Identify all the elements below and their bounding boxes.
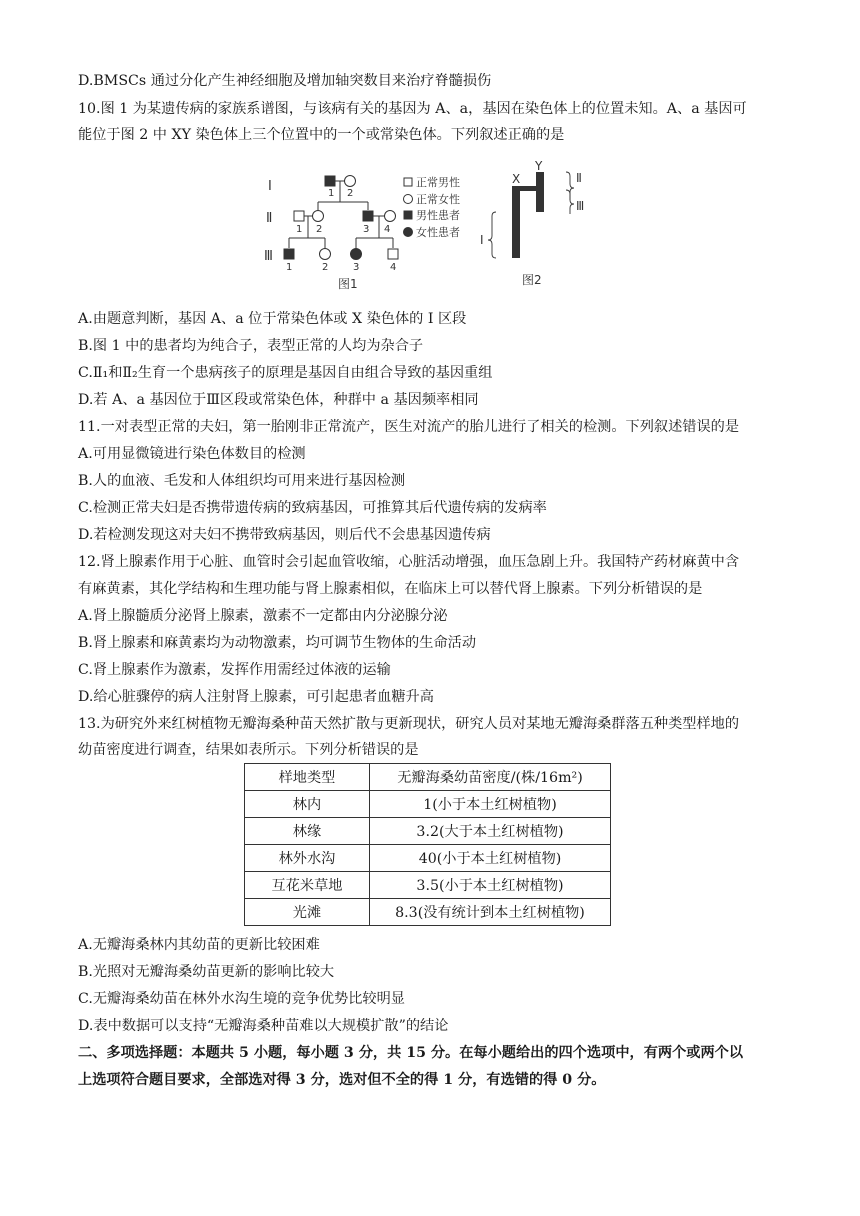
I1-number: 1 bbox=[328, 188, 335, 199]
q12-stem-line1: 12.肾上腺素作用于心脏、血管时会引起血管收缩，心脏活动增强，血压急剧上升。我国特产药材麻黄中含 bbox=[78, 554, 740, 570]
table-header-row bbox=[245, 764, 611, 791]
legend-male-patient-symbol bbox=[404, 211, 412, 219]
q13-stem-line1: 13.为研究外来红树植物无瓣海桑种苗天然扩散与更新现状，研究人员对某地无瓣海桑群落五种类型样地的 bbox=[78, 716, 740, 732]
table-cell: 40(小于本土红树植物) bbox=[370, 845, 611, 872]
q10-option-d: D.若 A、a 基因位于Ⅲ区段或常染色体，种群中 a 基因频率相同 bbox=[78, 392, 479, 408]
legend-female-patient: 女性患者 bbox=[416, 226, 460, 239]
section2-heading-line1: 二、多项选择题：本题共 5 小题，每小题 3 分，共 15 分。在每小题给出的四个选项中，有两个或两个以 bbox=[78, 1045, 744, 1061]
x-chromosome bbox=[512, 186, 520, 258]
table-cell: 互花米草地 bbox=[245, 872, 370, 899]
q12-option-a: A.肾上腺髓质分泌肾上腺素，激素不一定都由内分泌腺分泌 bbox=[78, 608, 448, 624]
I2-number: 2 bbox=[347, 188, 354, 199]
table-cell: 8.3(没有统计到本土红树植物) bbox=[370, 899, 611, 926]
q13-option-d: D.表中数据可以支持“无瓣海桑种苗难以大规模扩散”的结论 bbox=[78, 1018, 449, 1034]
q11-option-c: C.检测正常夫妇是否携带遗传病的致病基因，可推算其后代遗传病的发病率 bbox=[78, 500, 547, 516]
table-row bbox=[245, 872, 611, 899]
q12-stem-line2: 有麻黄素，其化学结构和生理功能与肾上腺素相似，在临床上可以替代肾上腺素。下列分析错误的是 bbox=[78, 581, 703, 597]
legend-normal-male-symbol bbox=[404, 178, 412, 186]
q13-option-c: C.无瓣海桑幼苗在林外水沟生境的竞争优势比较明显 bbox=[78, 991, 405, 1007]
table-cell: 3.2(大于本土红树植物) bbox=[370, 818, 611, 845]
q10-stem-line2: 能位于图 2 中 XY 染色体上三个位置中的一个或常染色体。下列叙述正确的是 bbox=[78, 127, 565, 143]
section2-heading-line2: 上选项符合题目要求，全部选对得 3 分，选对但不全的得 1 分，有选错的得 0 分。 bbox=[78, 1072, 606, 1088]
table-row bbox=[245, 791, 611, 818]
y-label: Y bbox=[535, 160, 543, 173]
table-cell: 1(小于本土红树植物) bbox=[370, 791, 611, 818]
q9-option-d: D.BMSCs 通过分化产生神经细胞及增加轴突数目来治疗脊髓损伤 bbox=[78, 73, 492, 89]
q12-option-c: C.肾上腺素作为激素，发挥作用需经过体液的运输 bbox=[78, 662, 391, 678]
II2-normal-female bbox=[313, 211, 324, 222]
legend-normal-male: 正常男性 bbox=[416, 176, 460, 189]
gen-label-3: Ⅲ bbox=[264, 249, 273, 264]
III4-number: 4 bbox=[390, 262, 397, 273]
I2-normal-female bbox=[345, 176, 356, 187]
table-cell: 3.5(小于本土红树植物) bbox=[370, 872, 611, 899]
table-cell: 林缘 bbox=[245, 818, 370, 845]
table-header-cell: 无瓣海桑幼苗密度/(株/16m²) bbox=[370, 764, 611, 791]
II3-male-patient bbox=[363, 211, 373, 221]
q10-option-c: C.Ⅱ₁和Ⅱ₂生育一个患病孩子的原理是基因自由组合导致的基因重组 bbox=[78, 365, 493, 381]
q13-stem-line2: 幼苗密度进行调查，结果如表所示。下列分析错误的是 bbox=[78, 742, 419, 758]
figure2-xy-chromosomes bbox=[478, 160, 598, 294]
II2-number: 2 bbox=[316, 224, 323, 235]
table-cell: 林外水沟 bbox=[245, 845, 370, 872]
table-row bbox=[245, 818, 611, 845]
III2-number: 2 bbox=[322, 262, 329, 273]
q12-option-b: B.肾上腺素和麻黄素均为动物激素，均可调节生物体的生命活动 bbox=[78, 635, 477, 651]
III2-normal-female bbox=[320, 249, 331, 260]
III4-normal-male bbox=[388, 249, 398, 259]
region-1-label: Ⅰ bbox=[480, 233, 484, 247]
legend-normal-female-symbol bbox=[404, 195, 413, 204]
gen-label-1: Ⅰ bbox=[268, 179, 272, 194]
q11-option-a: A.可用显微镜进行染色体数目的检测 bbox=[78, 446, 306, 462]
III3-female-patient bbox=[351, 249, 362, 260]
table-row bbox=[245, 899, 611, 926]
II1-number: 1 bbox=[296, 224, 303, 235]
III3-number: 3 bbox=[353, 262, 360, 273]
q10-stem-line1: 10.图 1 为某遗传病的家族系谱图，与该病有关的基因为 A、a，基因在染色体上的位置未知。A、a 基因可 bbox=[78, 101, 747, 117]
figure1-pedigree bbox=[258, 162, 510, 294]
q11-option-b: B.人的血液、毛发和人体组织均可用来进行基因检测 bbox=[78, 473, 406, 489]
I1-male-patient bbox=[325, 176, 335, 186]
II4-normal-female bbox=[385, 211, 396, 222]
legend-male-patient: 男性患者 bbox=[416, 209, 460, 222]
table-cell: 林内 bbox=[245, 791, 370, 818]
legend-female-patient-symbol bbox=[404, 228, 413, 237]
II4-number: 4 bbox=[384, 224, 391, 235]
q12-option-d: D.给心脏骤停的病人注射肾上腺素，可引起患者血糖升高 bbox=[78, 689, 434, 705]
II3-number: 3 bbox=[363, 224, 370, 235]
table-cell: 光滩 bbox=[245, 899, 370, 926]
gen-label-2: Ⅱ bbox=[266, 211, 273, 226]
q10-option-b: B.图 1 中的患者均为纯合子，表型正常的人均为杂合子 bbox=[78, 338, 424, 354]
figure2-caption: 图2 bbox=[522, 273, 542, 287]
y-chromosome bbox=[536, 172, 544, 212]
III1-male-patient bbox=[284, 249, 294, 259]
table-row bbox=[245, 845, 611, 872]
legend-normal-female: 正常女性 bbox=[416, 193, 460, 206]
III1-number: 1 bbox=[286, 262, 293, 273]
II1-normal-male bbox=[294, 211, 304, 221]
region-3-label: Ⅲ bbox=[576, 199, 585, 213]
q11-option-d: D.若检测发现这对夫妇不携带致病基因，则后代不会患基因遗传病 bbox=[78, 527, 491, 543]
figure1-caption: 图1 bbox=[338, 277, 358, 291]
x-label: X bbox=[512, 172, 521, 186]
region-2-label: Ⅱ bbox=[576, 171, 582, 185]
q13-option-b: B.光照对无瓣海桑幼苗更新的影响比较大 bbox=[78, 964, 335, 980]
sample-density-table bbox=[244, 763, 611, 926]
table-header-cell: 样地类型 bbox=[245, 764, 370, 791]
q13-option-a: A.无瓣海桑林内其幼苗的更新比较困难 bbox=[78, 937, 320, 953]
q10-option-a: A.由题意判断，基因 A、a 位于常染色体或 X 染色体的 Ⅰ 区段 bbox=[78, 311, 467, 327]
q11-stem: 11.一对表型正常的夫妇，第一胎刚非正常流产，医生对流产的胎儿进行了相关的检测。下列叙述错误的是 bbox=[78, 419, 740, 435]
